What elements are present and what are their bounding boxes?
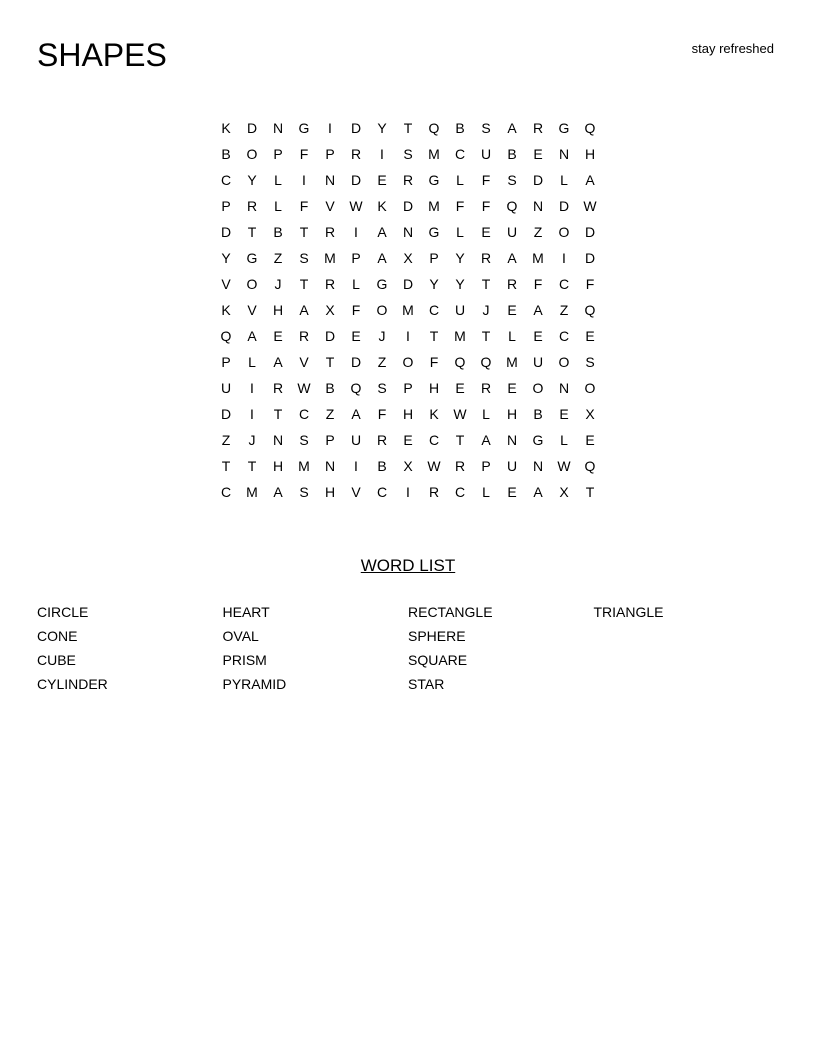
grid-letter: P [429, 250, 439, 266]
grid-letter: R [402, 172, 414, 188]
grid-letter: U [506, 458, 518, 474]
grid-letter: K [429, 406, 439, 422]
grid-letter: K [377, 198, 387, 214]
grid-letter: R [246, 198, 258, 214]
grid-letter: I [406, 328, 410, 344]
grid-letter: D [350, 120, 362, 136]
word-list-item: SQUARE [408, 652, 468, 668]
grid-letter: U [506, 224, 518, 240]
grid-letter: F [533, 276, 543, 292]
grid-letter: M [402, 302, 414, 318]
grid-row [213, 141, 603, 167]
grid-letter: B [455, 120, 465, 136]
grid-letter: X [559, 484, 569, 500]
grid-letter: C [428, 432, 440, 448]
grid-letter: N [272, 120, 284, 136]
grid-letter: I [354, 458, 358, 474]
grid-letter: N [558, 380, 570, 396]
grid-letter: I [302, 172, 306, 188]
grid-letter: L [456, 224, 464, 240]
grid-letter: F [377, 406, 387, 422]
grid-row [213, 193, 603, 219]
grid-letter: H [402, 406, 414, 422]
grid-letter: Z [221, 432, 231, 448]
word-list-item: PYRAMID [222, 676, 287, 692]
grid-letter: L [508, 328, 516, 344]
grid-letter: P [325, 146, 335, 162]
grid-letter: X [403, 458, 413, 474]
grid-letter: S [585, 354, 595, 370]
grid-letter: L [248, 354, 256, 370]
grid-letter: R [324, 224, 336, 240]
grid-letter: O [246, 146, 258, 162]
grid-letter: D [584, 250, 596, 266]
grid-letter: D [350, 354, 362, 370]
grid-letter: F [481, 198, 491, 214]
grid-letter: L [560, 432, 568, 448]
word-list-column [408, 600, 594, 696]
grid-letter: R [480, 250, 492, 266]
grid-row [213, 115, 603, 141]
grid-letter: Q [584, 458, 596, 474]
grid-letter: A [377, 224, 387, 240]
grid-letter: M [506, 354, 518, 370]
grid-letter: H [324, 484, 336, 500]
grid-row [213, 271, 603, 297]
grid-letter: R [480, 380, 492, 396]
grid-letter: T [481, 276, 491, 292]
grid-letter: L [560, 172, 568, 188]
grid-letter: B [533, 406, 543, 422]
grid-letter: M [298, 458, 310, 474]
grid-letter: A [533, 302, 543, 318]
grid-letter: V [221, 276, 231, 292]
grid-letter: F [299, 146, 309, 162]
grid-letter: T [481, 328, 491, 344]
grid-letter: D [220, 224, 232, 240]
grid-letter: E [559, 406, 569, 422]
grid-letter: I [250, 406, 254, 422]
grid-letter: E [585, 328, 595, 344]
grid-letter: X [585, 406, 595, 422]
grid-row [213, 375, 603, 401]
grid-letter: B [377, 458, 387, 474]
grid-letter: U [350, 432, 362, 448]
grid-letter: B [221, 146, 231, 162]
grid-letter: A [507, 250, 517, 266]
grid-letter: N [324, 458, 336, 474]
grid-letter: Z [325, 406, 335, 422]
grid-letter: J [248, 432, 256, 448]
word-list-item: CYLINDER [37, 676, 108, 692]
grid-letter: D [246, 120, 258, 136]
grid-letter: L [274, 198, 282, 214]
grid-letter: X [403, 250, 413, 266]
grid-letter: N [532, 458, 544, 474]
grid-letter: X [325, 302, 335, 318]
grid-letter: A [377, 250, 387, 266]
grid-letter: V [351, 484, 361, 500]
grid-letter: P [273, 146, 283, 162]
grid-letter: O [402, 354, 414, 370]
word-list-column [223, 600, 409, 696]
grid-letter: H [506, 406, 518, 422]
grid-letter: G [376, 276, 388, 292]
grid-letter: E [533, 328, 543, 344]
grid-letter: E [507, 302, 517, 318]
grid-letter: R [532, 120, 544, 136]
grid-letter: U [532, 354, 544, 370]
grid-letter: B [325, 380, 335, 396]
grid-letter: E [533, 146, 543, 162]
grid-letter: N [402, 224, 414, 240]
grid-letter: O [376, 302, 388, 318]
grid-letter: O [558, 354, 570, 370]
grid-letter: N [558, 146, 570, 162]
word-list-item: OVAL [222, 628, 259, 644]
grid-letter: T [585, 484, 595, 500]
grid-letter: M [428, 198, 440, 214]
grid-letter: P [351, 250, 361, 266]
grid-letter: A [507, 120, 517, 136]
grid-letter: Z [559, 302, 569, 318]
grid-letter: D [558, 198, 570, 214]
grid-letter: V [247, 302, 257, 318]
grid-letter: I [406, 484, 410, 500]
grid-letter: U [454, 302, 466, 318]
grid-letter: W [557, 458, 571, 474]
grid-letter: W [427, 458, 441, 474]
grid-letter: A [273, 354, 283, 370]
grid-letter: P [481, 458, 491, 474]
grid-letter: S [403, 146, 413, 162]
grid-letter: I [380, 146, 384, 162]
grid-letter: Z [533, 224, 543, 240]
grid-row [213, 427, 603, 453]
grid-letter: E [455, 380, 465, 396]
grid-letter: T [247, 224, 257, 240]
grid-letter: Y [455, 276, 465, 292]
grid-letter: R [272, 380, 284, 396]
page-title: SHAPES [37, 37, 167, 73]
grid-letter: C [376, 484, 388, 500]
grid-letter: E [507, 380, 517, 396]
grid-letter: C [558, 328, 570, 344]
grid-letter: S [299, 250, 309, 266]
grid-letter: G [558, 120, 570, 136]
word-list-item: CUBE [37, 652, 76, 668]
grid-letter: Q [428, 120, 440, 136]
grid-letter: G [428, 224, 440, 240]
grid-letter: A [299, 302, 309, 318]
grid-letter: T [455, 432, 465, 448]
grid-row [213, 245, 603, 271]
grid-letter: Z [273, 250, 283, 266]
grid-row [213, 349, 603, 375]
word-search-grid [213, 115, 603, 505]
grid-letter: T [221, 458, 231, 474]
grid-letter: D [220, 406, 232, 422]
word-list-item: HEART [222, 604, 270, 620]
grid-letter: P [221, 198, 231, 214]
grid-letter: F [429, 354, 439, 370]
grid-letter: S [299, 484, 309, 500]
grid-letter: T [299, 276, 309, 292]
grid-letter: D [324, 328, 336, 344]
grid-letter: R [376, 432, 388, 448]
grid-letter: O [246, 276, 258, 292]
grid-letter: R [298, 328, 310, 344]
grid-letter: C [428, 302, 440, 318]
grid-letter: W [583, 198, 597, 214]
grid-letter: G [532, 432, 544, 448]
grid-row [213, 297, 603, 323]
grid-letter: K [221, 120, 231, 136]
word-list-item: RECTANGLE [408, 604, 493, 620]
grid-letter: E [351, 328, 361, 344]
grid-letter: N [324, 172, 336, 188]
grid-letter: H [428, 380, 440, 396]
grid-letter: I [354, 224, 358, 240]
grid-letter: P [221, 354, 231, 370]
grid-letter: F [585, 276, 595, 292]
word-list-item: CONE [37, 628, 78, 644]
grid-letter: R [324, 276, 336, 292]
grid-letter: R [350, 146, 362, 162]
word-list [37, 600, 779, 696]
grid-letter: E [507, 484, 517, 500]
grid-letter: A [247, 328, 257, 344]
grid-letter: S [299, 432, 309, 448]
grid-letter: H [272, 302, 284, 318]
grid-letter: Q [584, 302, 596, 318]
grid-letter: I [250, 380, 254, 396]
word-list-item: TRIANGLE [593, 604, 664, 620]
grid-letter: R [454, 458, 466, 474]
grid-row [213, 323, 603, 349]
grid-letter: S [377, 380, 387, 396]
grid-letter: N [272, 432, 284, 448]
grid-letter: F [299, 198, 309, 214]
grid-letter: J [274, 276, 282, 292]
grid-letter: W [297, 380, 311, 396]
grid-letter: M [246, 484, 258, 500]
grid-row [213, 453, 603, 479]
word-list-item: PRISM [222, 652, 267, 668]
grid-letter: R [428, 484, 440, 500]
grid-letter: G [298, 120, 310, 136]
grid-row [213, 167, 603, 193]
grid-letter: B [273, 224, 283, 240]
grid-letter: E [273, 328, 283, 344]
grid-letter: Y [429, 276, 439, 292]
grid-letter: Y [247, 172, 257, 188]
grid-letter: P [325, 432, 335, 448]
grid-letter: B [507, 146, 517, 162]
grid-letter: C [454, 484, 466, 500]
grid-letter: T [247, 458, 257, 474]
grid-letter: J [378, 328, 386, 344]
grid-letter: Y [455, 250, 465, 266]
word-list-column [37, 600, 223, 696]
grid-letter: O [558, 224, 570, 240]
grid-letter: W [349, 198, 363, 214]
grid-letter: F [455, 198, 465, 214]
word-list-item: SPHERE [408, 628, 466, 644]
grid-row [213, 219, 603, 245]
grid-letter: I [328, 120, 332, 136]
grid-letter: C [220, 172, 232, 188]
grid-letter: A [481, 432, 491, 448]
grid-letter: C [298, 406, 310, 422]
grid-letter: L [482, 484, 490, 500]
grid-letter: C [220, 484, 232, 500]
grid-row [213, 401, 603, 427]
grid-letter: T [429, 328, 439, 344]
grid-letter: D [350, 172, 362, 188]
grid-letter: W [453, 406, 467, 422]
grid-letter: A [351, 406, 361, 422]
grid-letter: V [299, 354, 309, 370]
grid-letter: D [402, 276, 414, 292]
grid-letter: M [324, 250, 336, 266]
grid-letter: S [507, 172, 517, 188]
grid-letter: O [584, 380, 596, 396]
grid-letter: C [558, 276, 570, 292]
grid-letter: Q [506, 198, 518, 214]
tagline: stay refreshed [691, 41, 774, 56]
grid-letter: C [454, 146, 466, 162]
grid-letter: U [220, 380, 232, 396]
grid-letter: L [482, 406, 490, 422]
grid-letter: A [533, 484, 543, 500]
grid-letter: M [428, 146, 440, 162]
grid-letter: E [403, 432, 413, 448]
grid-letter: Y [377, 120, 387, 136]
grid-letter: J [482, 302, 490, 318]
grid-letter: V [325, 198, 335, 214]
word-list-item: STAR [408, 676, 445, 692]
word-list-heading: WORD LIST [360, 556, 456, 575]
grid-letter: I [562, 250, 566, 266]
grid-letter: G [428, 172, 440, 188]
grid-letter: Y [221, 250, 231, 266]
grid-letter: L [274, 172, 282, 188]
grid-letter: Q [584, 120, 596, 136]
grid-letter: H [272, 458, 284, 474]
grid-letter: N [532, 198, 544, 214]
grid-letter: N [506, 432, 518, 448]
grid-letter: G [246, 250, 258, 266]
grid-letter: L [352, 276, 360, 292]
grid-letter: M [532, 250, 544, 266]
grid-letter: Z [377, 354, 387, 370]
grid-letter: A [585, 172, 595, 188]
grid-letter: Q [480, 354, 492, 370]
grid-letter: Q [350, 380, 362, 396]
grid-letter: S [481, 120, 491, 136]
grid-letter: T [325, 354, 335, 370]
grid-letter: D [584, 224, 596, 240]
grid-letter: T [299, 224, 309, 240]
grid-letter: Q [454, 354, 466, 370]
grid-row [213, 479, 603, 505]
grid-letter: F [481, 172, 491, 188]
grid-letter: E [377, 172, 387, 188]
grid-letter: L [456, 172, 464, 188]
grid-letter: P [403, 380, 413, 396]
grid-letter: D [402, 198, 414, 214]
grid-letter: O [532, 380, 544, 396]
grid-letter: H [584, 146, 596, 162]
grid-letter: T [403, 120, 413, 136]
grid-letter: A [273, 484, 283, 500]
word-list-item: CIRCLE [37, 604, 89, 620]
grid-letter: K [221, 302, 231, 318]
grid-letter: Q [220, 328, 232, 344]
grid-letter: M [454, 328, 466, 344]
grid-letter: D [532, 172, 544, 188]
grid-letter: R [506, 276, 518, 292]
grid-letter: E [481, 224, 491, 240]
grid-letter: E [585, 432, 595, 448]
grid-letter: F [351, 302, 361, 318]
grid-letter: T [273, 406, 283, 422]
grid-letter: U [480, 146, 492, 162]
word-list-column [594, 600, 780, 696]
